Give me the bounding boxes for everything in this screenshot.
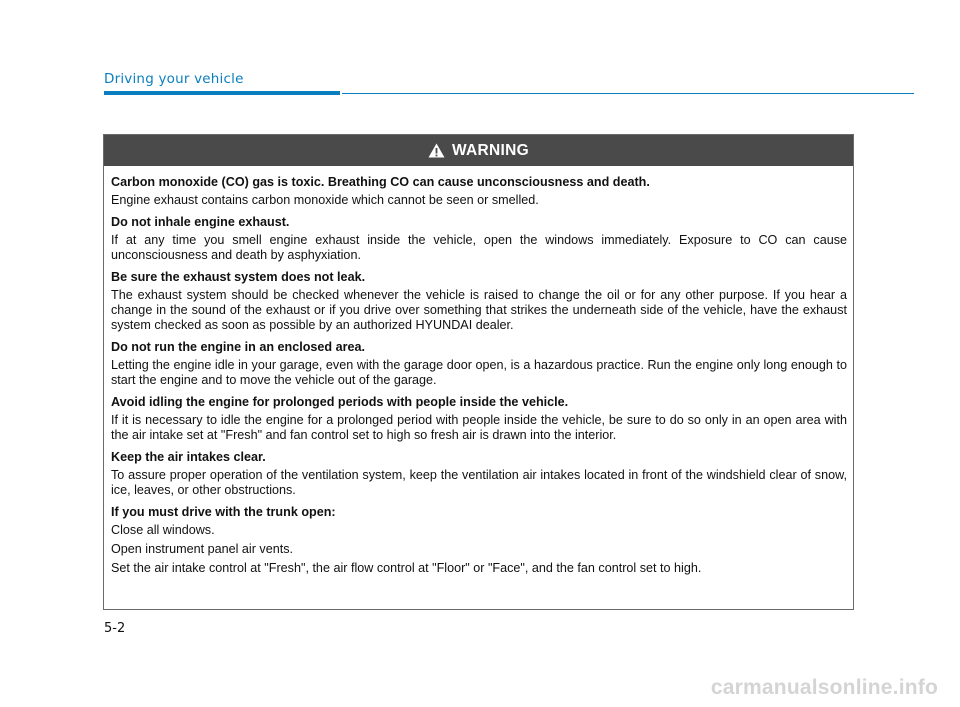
warning-box [103, 134, 854, 610]
warning-item-co [111, 175, 847, 208]
warning-text: If at any time you smell engine exhaust inside the vehicle, open the windows immediately. Exposure to CO can cause unconsciousness and death by asphyxiation. [111, 233, 847, 262]
warning-heading: Carbon monoxide (CO) gas is toxic. Breathing CO can cause unconsciousness and death. [111, 175, 650, 189]
warning-body [104, 166, 853, 576]
warning-text: The exhaust system should be checked whenever the vehicle is raised to change the oil or for any other purpose. If you hear a change in the sound of the exhaust or if you drive over something that strikes the underneath side of the vehicle, have the exhaust system checked as soon as possible by an authorized HYUNDAI dealer. [111, 288, 847, 332]
warning-item-idling [111, 395, 847, 443]
warning-item-intakes [111, 450, 847, 498]
section-title: Driving your vehicle [104, 71, 244, 87]
trunk-step: Close all windows. [111, 523, 215, 537]
trunk-step: Open instrument panel air vents. [111, 542, 294, 556]
warning-text: Letting the engine idle in your garage, even with the garage door open, is a hazardous practice. Run the engine only long enough to start the engine and to move the vehicle out of the garage. [111, 358, 847, 387]
warning-item-inhale [111, 215, 847, 263]
header-rule-thin [342, 93, 914, 94]
warning-label: WARNING [451, 141, 529, 159]
trunk-step: Set the air intake control at "Fresh", the air flow control at "Floor" or "Face", and the fan control set to high. [111, 561, 702, 575]
warning-item-trunk [111, 505, 847, 576]
warning-heading: If you must drive with the trunk open: [111, 505, 336, 519]
header-rule-thick [104, 91, 340, 95]
warning-text: To assure proper operation of the ventilation system, keep the ventilation air intakes located in front of the windshield clear of snow, ice, leaves, or other obstructions. [111, 468, 847, 497]
warning-item-leak [111, 270, 847, 333]
page-number: 5-2 [104, 621, 126, 636]
warning-heading: Do not inhale engine exhaust. [111, 215, 290, 229]
warning-header [104, 135, 853, 166]
warning-heading: Be sure the exhaust system does not leak. [111, 270, 366, 284]
warning-heading: Keep the air intakes clear. [111, 450, 266, 464]
warning-text: Engine exhaust contains carbon monoxide which cannot be seen or smelled. [111, 193, 539, 207]
warning-text: If it is necessary to idle the engine for a prolonged period with people inside the vehicle, be sure to do so only in an open area with the air intake set at "Fresh" and fan control set to high so fresh air is drawn into the interior. [111, 413, 847, 442]
warning-triangle-icon [428, 143, 445, 158]
watermark: carmanualsonline.info [710, 676, 938, 699]
warning-heading: Do not run the engine in an enclosed area. [111, 340, 366, 354]
warning-heading: Avoid idling the engine for prolonged periods with people inside the vehicle. [111, 395, 569, 409]
warning-item-enclosed [111, 340, 847, 388]
